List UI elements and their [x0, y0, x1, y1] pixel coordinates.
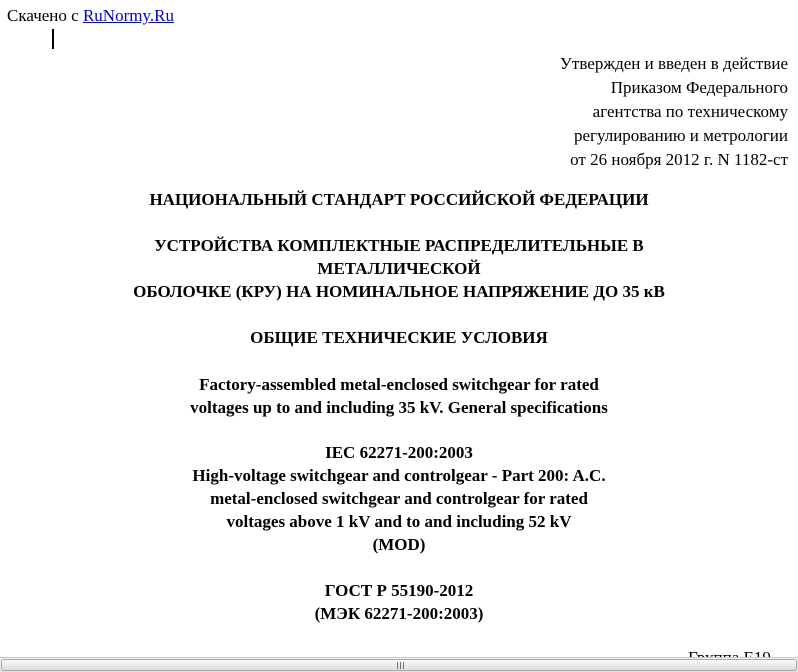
title-ru-line: УСТРОЙСТВА КОМПЛЕКТНЫЕ РАСПРЕДЕЛИТЕЛЬНЫЕ В [154, 236, 644, 255]
iec-line: IEC 62271-200:2003 [325, 443, 473, 462]
approval-line: Утвержден и введен в действие [559, 54, 788, 73]
text-caret [52, 29, 54, 49]
gost-line: (МЭК 62271-200:2003) [314, 604, 484, 623]
gost-reference [0, 579, 798, 625]
approval-line: агентства по техническому [592, 102, 788, 121]
subtitle-ru: ОБЩИЕ ТЕХНИЧЕСКИЕ УСЛОВИЯ [250, 328, 548, 347]
iec-line: (MOD) [372, 535, 426, 554]
approval-line: от 26 ноября 2012 г. N 1182-ст [570, 150, 788, 169]
title-ru [0, 234, 798, 303]
source-prefix: Скачено с [7, 6, 79, 25]
scrollbar-thumb[interactable] [1, 659, 797, 671]
source-link[interactable]: RuNormy.Ru [82, 6, 174, 25]
horizontal-scrollbar[interactable] [0, 657, 798, 672]
gost-line: ГОСТ Р 55190-2012 [324, 581, 474, 600]
approval-block [368, 52, 788, 172]
iec-line: voltages above 1 kV and to and including 52 kV [226, 512, 572, 531]
title-ru-line: МЕТАЛЛИЧЕСКОЙ [317, 259, 481, 278]
title-en-line: Factory-assembled metal-enclosed switchgear for rated [199, 375, 599, 394]
iec-line: metal-enclosed switchgear and controlgear for rated [210, 489, 588, 508]
title-en-line: voltages up to and including 35 kV. General specifications [190, 398, 608, 417]
title-ru-line: ОБОЛОЧКЕ (КРУ) НА НОМИНАЛЬНОЕ НАПРЯЖЕНИЕ ДО 35 кВ [133, 282, 665, 301]
grip-icon [397, 662, 406, 669]
approval-line: Приказом Федерального [610, 78, 788, 97]
standard-type-heading: НАЦИОНАЛЬНЫЙ СТАНДАРТ РОССИЙСКОЙ ФЕДЕРАЦИИ [149, 190, 649, 209]
source-line [7, 6, 174, 26]
iec-reference [0, 441, 798, 556]
iec-line: High-voltage switchgear and controlgear - Part 200: A.C. [192, 466, 606, 485]
title-en [0, 373, 798, 419]
approval-line: регулированию и метрологии [573, 126, 788, 145]
